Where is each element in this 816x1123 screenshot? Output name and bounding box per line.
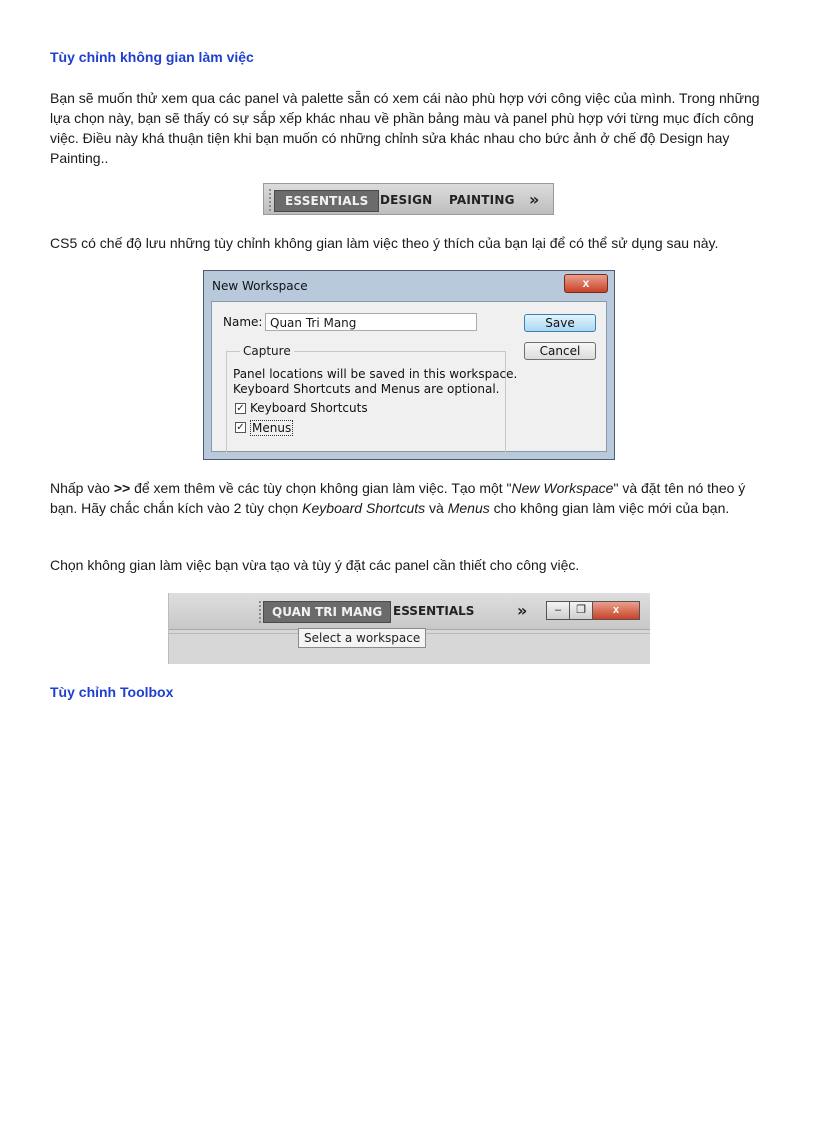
paragraph-save-workspace: CS5 có chế độ lưu những tùy chỉnh không gian làm việc theo ý thích của bạn lại để có thể sử dụng sau này. (50, 235, 719, 251)
instruction-text-2: để xem thêm về các tùy chọn không gian làm việc. Tạo một " (130, 480, 512, 496)
instruction-text-4: và (425, 500, 448, 516)
instruction-italic-keyboard: Keyboard Shortcuts (302, 500, 426, 516)
dialog-titlebar (204, 271, 614, 299)
instruction-italic-new-workspace: New Workspace (511, 480, 614, 496)
menus-checkbox: ✓ (236, 422, 245, 433)
workspace-toolbar-image (168, 593, 650, 664)
capture-info-line2: Keyboard Shortcuts and Menus are optional. (233, 382, 500, 396)
dialog-body (211, 301, 607, 452)
tab-quan-tri-mang: QUAN TRI MANG (263, 601, 391, 623)
dialog-title: New Workspace (212, 279, 308, 293)
tab-painting: PAINTING (449, 193, 515, 207)
capture-info-line1: Panel locations will be saved in this workspace. (233, 367, 518, 381)
name-field: Quan Tri Mang (265, 313, 477, 331)
keyboard-shortcuts-checkbox: ✓ (236, 403, 245, 414)
paragraph-instructions (50, 478, 765, 518)
paragraph-choose-workspace: Chọn không gian làm việc bạn vừa tạo và tùy ý đặt các panel cần thiết cho công việc. (50, 557, 580, 573)
menus-label: Menus (252, 421, 292, 435)
section-heading-toolbox: Tùy chỉnh Toolbox (50, 684, 174, 700)
close-icon: x (592, 601, 640, 620)
instruction-text-1: Nhấp vào (50, 480, 114, 496)
tab-essentials: ESSENTIALS (393, 604, 475, 618)
tab-essentials: ESSENTIALS (274, 190, 379, 212)
window-buttons (546, 601, 641, 620)
paragraph-intro: Bạn sẽ muốn thử xem qua các panel và palette sẵn có xem cái nào phù hợp với công việc của mình. Trong những lựa chọn này, bạn sẽ thấy có sự sắp xếp khác nhau về phần bảng màu và panel phù hợp với từng mục đích công việc. Điều này khá thuận tiện khi bạn muốn có những chỉnh sửa khác nhau cho bức ảnh ở chế độ Design hay Painting.. (50, 90, 760, 166)
section-heading-workspace: Tùy chỉnh không gian làm việc (50, 49, 254, 65)
capture-legend: Capture (240, 344, 294, 358)
instruction-italic-menus: Menus (447, 500, 490, 516)
save-button: Save (524, 314, 596, 332)
instruction-bold-chevron: >> (113, 480, 131, 496)
name-label: Name: (223, 315, 263, 329)
restore-icon: ❐ (569, 601, 593, 620)
more-chevron-icon: » (517, 601, 528, 620)
cancel-button: Cancel (524, 342, 596, 360)
new-workspace-dialog-image (203, 270, 615, 460)
instruction-text-3: " và đặt tên nó theo ý bạn. Hãy chắc chắn kích vào 2 tùy chọn (50, 480, 746, 516)
instruction-text-5: cho không gian làm việc mới của bạn. (489, 500, 730, 516)
more-chevron-icon: » (529, 190, 540, 209)
workspace-switcher-image (263, 183, 554, 215)
tab-design: DESIGN (380, 193, 433, 207)
workspace-tooltip: Select a workspace (298, 628, 426, 648)
minimize-icon: – (546, 601, 570, 620)
grip-handle (259, 601, 261, 623)
close-icon: x (564, 274, 608, 293)
keyboard-shortcuts-label: Keyboard Shortcuts (250, 401, 368, 415)
